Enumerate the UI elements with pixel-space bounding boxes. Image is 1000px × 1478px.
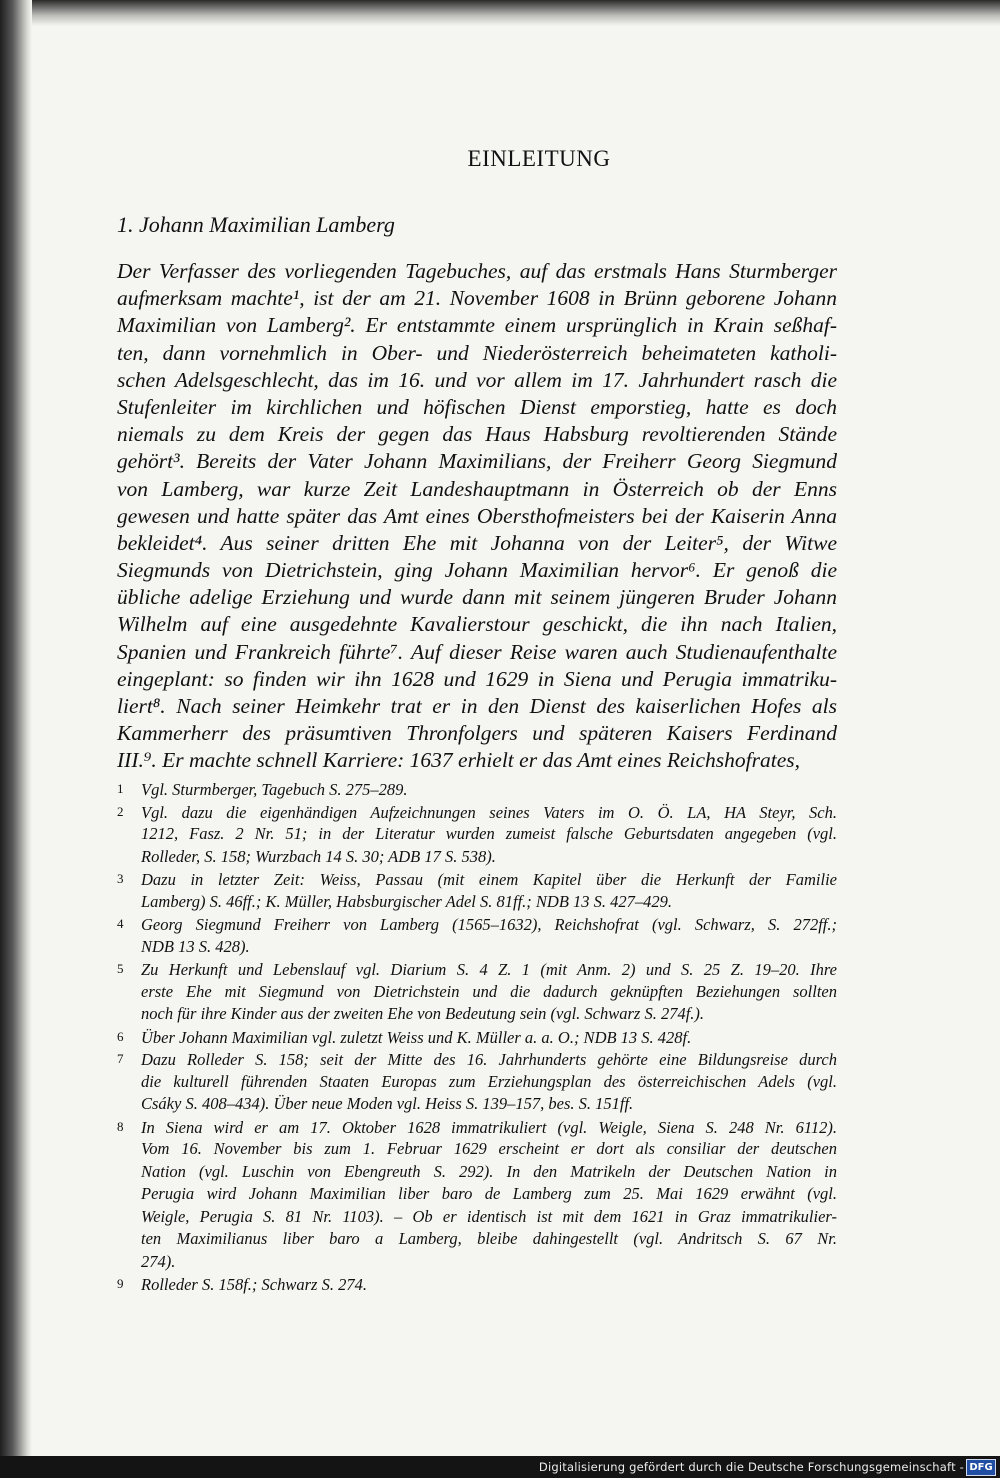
body-line: III.⁹. Er machte schnell Karriere: 1637 erhielt er das Amt eines Reichshofrates,: [117, 748, 801, 773]
dfg-logo-icon: DFG: [966, 1459, 996, 1476]
footnote-6: [117, 1026, 837, 1049]
body-line: eingeplant: so finden wir ihn 1628 und 1629 in Siena und Perugia immatriku-: [117, 666, 837, 691]
footnote-text: Dazu Rolleder S. 158; seit der Mitte des 16. Jahrhunderts gehörte eine Bildungsreise durch: [141, 1050, 837, 1069]
page-gutter-shadow: [0, 0, 32, 1456]
body-line: von Lamberg, war kurze Zeit Landeshauptmann in Österreich ob der Enns: [117, 476, 837, 501]
body-line: Spanien und Frankreich führte⁷. Auf dieser Reise waren auch Studienaufenthalte: [117, 639, 837, 664]
footnote-text: ten Maximilianus liber baro a Lamberg, bleibe dahingestellt (vgl. Andritsch S. 67 Nr.: [141, 1229, 837, 1248]
footnote-text: Georg Siegmund Freiherr von Lamberg (1565–1632), Reichshofrat (vgl. Schwarz, S. 272ff.;: [141, 915, 837, 934]
footnote-7: [117, 1048, 837, 1116]
footnote-text: Zu Herkunft und Lebenslauf vgl. Diarium S. 4 Z. 1 (mit Anm. 2) und S. 25 Z. 19–20. Ihre: [141, 960, 837, 979]
chapter-heading: EINLEITUNG: [467, 146, 611, 171]
body-line: Maximilian von Lamberg². Er entstammte einem ursprünglich in Krain seßhaf-: [117, 313, 837, 338]
footnote-number: 4: [117, 916, 124, 931]
footnote-number: 1: [117, 781, 124, 796]
footnote-number: 9: [117, 1276, 124, 1291]
body-line: niemals zu dem Kreis der gegen das Haus Habsburg revoltierenden Stände: [117, 422, 837, 447]
body-line: liert⁸. Nach seiner Heimkehr trat er in den Dienst des kaiserlichen Hofes als: [117, 694, 837, 718]
footnote-number: 6: [117, 1028, 124, 1044]
footnotes: [117, 778, 837, 1296]
footnote-number: 5: [117, 961, 124, 976]
body-text: [117, 258, 837, 775]
body-line: Stufenleiter im kirchlichen und höfischen Dienst emporstieg, hatte es doch: [117, 394, 837, 419]
body-line: aufmerksam machte¹, ist der am 21. November 1608 in Brünn geborene Johann: [117, 286, 837, 311]
footnote-text: noch für ihre Kinder aus der zweiten Ehe von Bedeutung sein (vgl. Schwarz S. 274f.).: [141, 1004, 705, 1023]
body-line: gehört³. Bereits der Vater Johann Maximilians, der Freiherr Georg Siegmund: [117, 449, 837, 474]
body-line: Der Verfasser des vorliegenden Tagebuches, auf das erstmals Hans Sturmberger: [117, 259, 837, 283]
footnote-text: NDB 13 S. 428).: [141, 936, 250, 956]
footnote-text: Rolleder, S. 158; Wurzbach 14 S. 30; ADB 17 S. 538).: [141, 846, 496, 866]
footnote-number: 7: [117, 1051, 124, 1066]
footnote-3: [117, 868, 837, 913]
body-line: Kammerherr des präsumtiven Thronfolgers und späteren Kaisers Ferdinand: [117, 721, 837, 746]
body-line: gewesen und hatte später das Amt eines Obersthofmeisters bei der Kaiserin Anna: [117, 503, 837, 528]
footnote-8: [117, 1116, 837, 1274]
body-line: ten, dann vornehmlich in Ober- und Niederösterreich beheimateten katholi-: [117, 340, 837, 365]
footnote-1: [117, 778, 837, 801]
footnote-text: die kulturell führenden Staaten Europas zum Erziehungsplan des österreichischen Adels (vgl.: [141, 1071, 837, 1091]
footnote-text: 274).: [141, 1251, 176, 1271]
footnote-text: Dazu in letzter Zeit: Weiss, Passau (mit einem Kapitel über die Herkunft der Familie: [141, 870, 837, 889]
footer-credit: Digitalisierung gefördert durch die Deutsche Forschungsgemeinschaft -: [538, 1460, 964, 1474]
footnote-text: Perugia wird Johann Maximilian liber baro de Lamberg zum 25. Mai 1629 erwähnt (vgl.: [141, 1184, 837, 1203]
footnote-text: Csáky S. 408–434). Über neue Moden vgl. Heiss S. 139–157, bes. S. 151ff.: [141, 1094, 634, 1113]
footnote-number: 2: [117, 803, 124, 819]
footnote-text: Rolleder S. 158f.; Schwarz S. 274.: [141, 1275, 367, 1294]
footnote-text: Weigle, Perugia S. 81 Nr. 1103). – Ob er identisch ist mit dem 1621 in Graz immatrikulier-: [141, 1206, 837, 1226]
footnote-text: Über Johann Maximilian vgl. zuletzt Weiss und K. Müller a. a. O.; NDB 13 S. 428f.: [141, 1027, 692, 1047]
body-line: bekleidet⁴. Aus seiner dritten Ehe mit Johanna von der Leiter⁵, der Witwe: [117, 530, 837, 555]
digitization-footer: [0, 1456, 1000, 1478]
footnote-text: 1212, Fasz. 2 Nr. 51; in der Literatur wurden zumeist falsche Geburtsdaten angegeben (vgl.: [141, 824, 837, 843]
footnote-text: Nation (vgl. Luschin von Ebengreuth S. 292). In den Matrikeln der Deutschen Nation in: [141, 1161, 837, 1181]
body-line: Siegmunds von Dietrichstein, ging Johann Maximilian hervor⁶. Er genoß die: [117, 558, 837, 583]
body-line: übliche adelige Erziehung und wurde dann mit seinem jüngeren Bruder Johann: [117, 585, 837, 610]
footnote-4: [117, 913, 837, 958]
body-line: Wilhelm auf eine ausgedehnte Kavalierstour geschickt, die ihn nach Italien,: [117, 612, 837, 637]
footnote-text: Vgl. Sturmberger, Tagebuch S. 275–289.: [141, 780, 408, 799]
footnote-number: 8: [117, 1118, 124, 1134]
section-title: 1. Johann Maximilian Lamberg: [117, 212, 395, 237]
footnote-text: In Siena wird er am 17. Oktober 1628 immatrikuliert (vgl. Weigle, Siena S. 248 Nr. 6112).: [141, 1117, 837, 1137]
footnote-9: [117, 1273, 837, 1296]
footnote-text: Vgl. dazu die eigenhändigen Aufzeichnungen seines Vaters im O. Ö. LA, HA Steyr, Sch.: [141, 802, 837, 822]
page-top-edge: [0, 0, 1000, 26]
footnote-2: [117, 801, 837, 869]
footnote-text: Vom 16. November bis zum 1. Februar 1629 erscheint er dort als consiliar der deutschen: [141, 1139, 837, 1158]
footnote-number: 3: [117, 871, 124, 886]
body-line: schen Adelsgeschlecht, das im 16. und vor allem im 17. Jahrhundert rasch die: [117, 367, 837, 392]
footnote-text: erste Ehe mit Siegmund von Dietrichstein und die dadurch geknüpften Beziehungen sollten: [141, 981, 837, 1001]
footnote-5: [117, 958, 837, 1026]
footnote-text: Lamberg) S. 46ff.; K. Müller, Habsburgischer Adel S. 81ff.; NDB 13 S. 427–429.: [141, 891, 673, 911]
